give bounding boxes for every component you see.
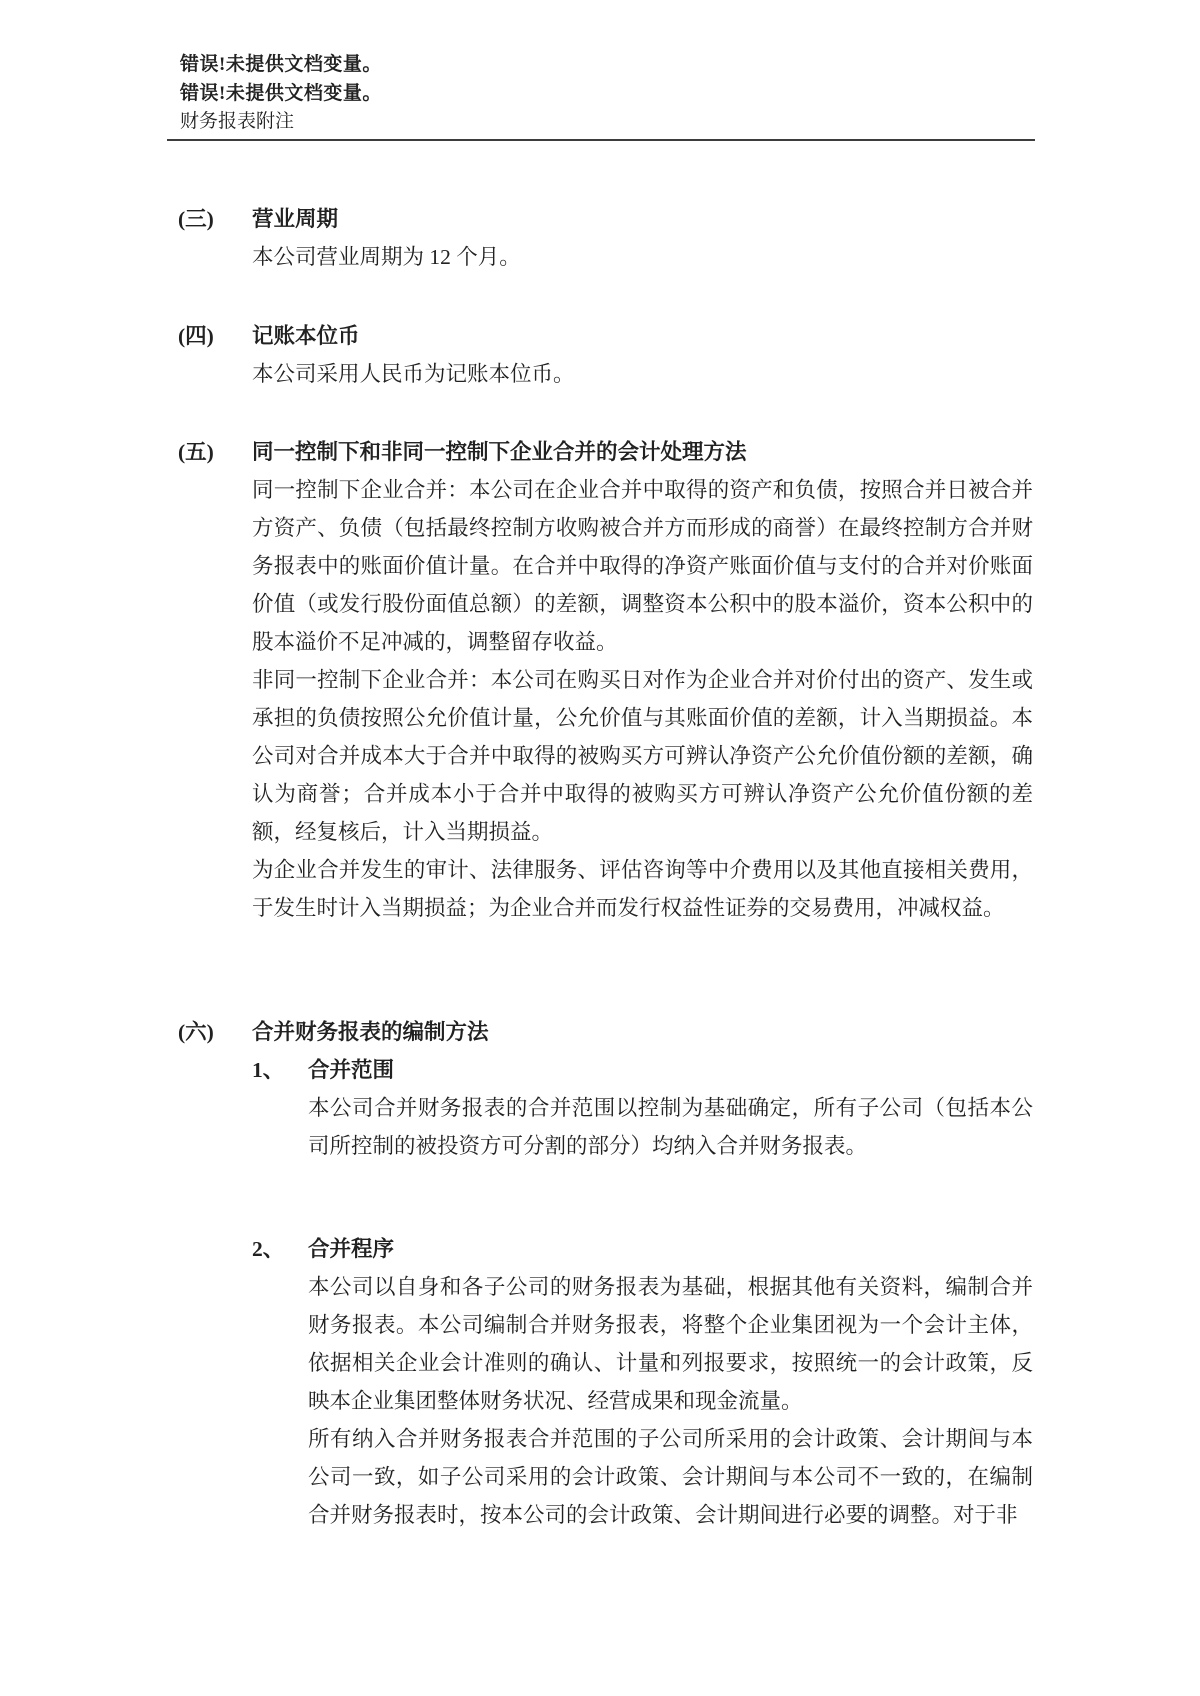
section-label: (五): [178, 440, 214, 464]
header-error-line-2: 错误!未提供文档变量。: [180, 83, 382, 104]
paragraph: 为企业合并发生的审计、法律服务、评估咨询等中介费用以及其他直接相关费用，于发生时计入当期损益；为企业合并而发行权益性证券的交易费用，冲减权益。: [252, 858, 1033, 920]
subsection-label: 2、: [252, 1237, 285, 1261]
subsection-body: [308, 1268, 1033, 1534]
section-body: [252, 355, 1033, 393]
section-label: (四): [178, 324, 214, 348]
header-doc-title: 财务报表附注: [180, 111, 295, 132]
header-error-line-1: 错误!未提供文档变量。: [180, 54, 382, 75]
section-label: (三): [178, 207, 214, 231]
subsection-heading: [252, 1230, 1033, 1268]
document-content: [178, 141, 1033, 1534]
section-functional-currency: [178, 317, 1033, 393]
section-title: 同一控制下和非同一控制下企业合并的会计处理方法: [252, 440, 747, 464]
section-consolidated-statements-preparation: [178, 1013, 1033, 1534]
subsection-title: 合并程序: [308, 1237, 395, 1261]
page-header: [167, 50, 1035, 141]
paragraph: 本公司采用人民币为记账本位币。: [252, 362, 575, 386]
section-body: [252, 1051, 1033, 1534]
section-heading: [178, 317, 1033, 355]
paragraph: 同一控制下企业合并：本公司在企业合并中取得的资产和负债，按照合并日被合并方资产、负债（包括最终控制方收购被合并方而形成的商誉）在最终控制方合并财务报表中的账面价值计量。在合并中取得的净资产账面价值与支付的合并对价账面价值（或发行股份面值总额）的差额，调整资本公积中的股本溢价，资本公积中的股本溢价不足冲减的，调整留存收益。: [252, 478, 1033, 654]
section-heading: [178, 433, 1033, 471]
section-heading: [178, 200, 1033, 238]
subsection-body: [308, 1089, 1033, 1165]
subsection-title: 合并范围: [308, 1058, 395, 1082]
section-business-combination-accounting: [178, 433, 1033, 927]
paragraph: 本公司以自身和各子公司的财务报表为基础，根据其他有关资料，编制合并财务报表。本公司编制合并财务报表，将整个企业集团视为一个会计主体，依据相关企业会计准则的确认、计量和列报要求，按照统一的会计政策，反映本企业集团整体财务状况、经营成果和现金流量。: [308, 1275, 1033, 1413]
section-operating-cycle: [178, 200, 1033, 276]
section-label: (六): [178, 1020, 214, 1044]
paragraph: 本公司合并财务报表的合并范围以控制为基础确定，所有子公司（包括本公司所控制的被投资方可分割的部分）均纳入合并财务报表。: [308, 1096, 1033, 1158]
subsection-heading: [252, 1051, 1033, 1089]
section-body: [252, 471, 1033, 927]
section-body: [252, 238, 1033, 276]
section-title: 记账本位币: [252, 324, 360, 348]
subsection-label: 1、: [252, 1058, 285, 1082]
section-heading: [178, 1013, 1033, 1051]
paragraph: 所有纳入合并财务报表合并范围的子公司所采用的会计政策、会计期间与本公司一致，如子公司采用的会计政策、会计期间与本公司不一致的，在编制合并财务报表时，按本公司的会计政策、会计期间进行必要的调整。对于非: [308, 1427, 1033, 1527]
subsection-consolidation-procedure: [252, 1230, 1033, 1534]
paragraph: 本公司营业周期为 12 个月。: [252, 245, 521, 269]
section-title: 合并财务报表的编制方法: [252, 1020, 489, 1044]
section-title: 营业周期: [252, 207, 339, 231]
subsection-consolidation-scope: [252, 1051, 1033, 1165]
paragraph: 非同一控制下企业合并：本公司在购买日对作为企业合并对价付出的资产、发生或承担的负债按照公允价值计量，公允价值与其账面价值的差额，计入当期损益。本公司对合并成本大于合并中取得的被购买方可辨认净资产公允价值份额的差额，确认为商誉；合并成本小于合并中取得的被购买方可辨认净资产公允价值份额的差额，经复核后，计入当期损益。: [252, 668, 1033, 844]
